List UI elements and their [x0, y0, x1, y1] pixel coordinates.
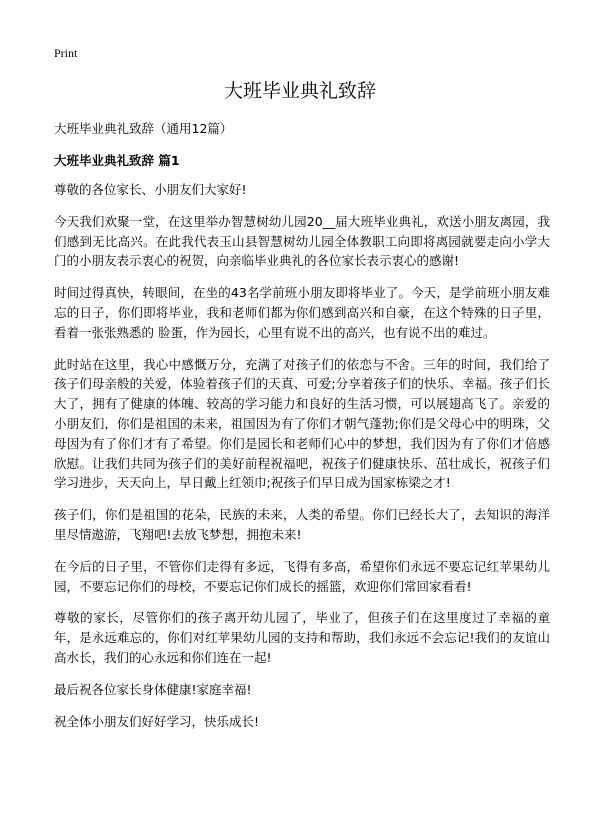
body-paragraph: 在今后的日子里，不管你们走得有多远，飞得有多高，希望你们永远不要忘记红苹果幼儿园，不要忘记你们的母校，不要忘记你们成长的摇篮，欢迎你们常回家看看! — [54, 558, 550, 594]
print-link[interactable]: Print — [54, 46, 78, 60]
document-body — [54, 120, 550, 743]
body-paragraph: 今天我们欢聚一堂，在这里举办智慧树幼儿园20__届大班毕业典礼，欢送小朋友离园，我们感到无比高兴。在此我代表玉山县智慧树幼儿园全体教职工向即将离园就要走向小学大门的小朋友表示衷心的祝贺，向亲临毕业典礼的各位家长表示衷心的感谢! — [54, 213, 550, 269]
body-paragraph: 尊敬的家长，尽管你们的孩子离开幼儿园了，毕业了，但孩子们在这里度过了幸福的童年，是永远难忘的，你们对红苹果幼儿园的支持和帮助，我们永远不会忘记!我们的友谊山高水长，我们的心永远和你们连在一起! — [54, 610, 550, 665]
closing-paragraph: 祝全体小朋友们好好学习，快乐成长! — [54, 713, 260, 729]
closing-paragraph: 最后祝各位家长身体健康!家庭幸福! — [54, 681, 252, 697]
page-title: 大班毕业典礼致辞 — [223, 80, 376, 102]
body-paragraph: 此时站在这里，我心中感慨万分，充满了对孩子们的依恋与不舍。三年的时间，我们给了孩子们母亲般的关爱，体验着孩子们的天真、可爱;分享着孩子们的快乐、幸福。孩子们长大了，拥有了健康的体魄、较高的学习能力和良好的生活习惯，可以展翅高飞了。亲爱的小朋友们，你们是祖国的未来，祖国因为有了你们才朝气蓬勃;你们是父母心中的明珠，父母因为有了你们才有了希望。你们是园长和老师们心中的梦想，我们因为有了你们才倍感欣慰。让我们共同为孩子们的美好前程祝福吧，祝孩子们健康快乐、茁壮成长，祝孩子们学习进步，天天向上，早日戴上红领巾;祝孩子们早日成为国家栋梁之才! — [54, 356, 550, 491]
section-heading: 大班毕业典礼致辞 篇1 — [54, 153, 180, 168]
greeting-paragraph: 尊敬的各位家长、小朋友们大家好! — [54, 182, 247, 197]
body-paragraph: 时间过得真快，转眼间，在坐的43名学前班小朋友即将毕业了。今天，是学前班小朋友难忘的日子，你们即将毕业，我和老师们都为你们感到高兴和自豪，在这个特殊的日子里，看着一张张熟悉的 脸蛋，作为园长，心里有说不出的高兴，也有说不出的难过。 — [54, 285, 550, 340]
body-paragraph: 孩子们，你们是祖国的花朵，民族的未来，人类的希望。你们已经长大了，去知识的海洋里尽情遨游，飞翔吧!去放飞梦想，拥抱未来! — [54, 507, 550, 542]
document-subtitle: 大班毕业典礼致辞（通用12篇） — [54, 121, 233, 136]
